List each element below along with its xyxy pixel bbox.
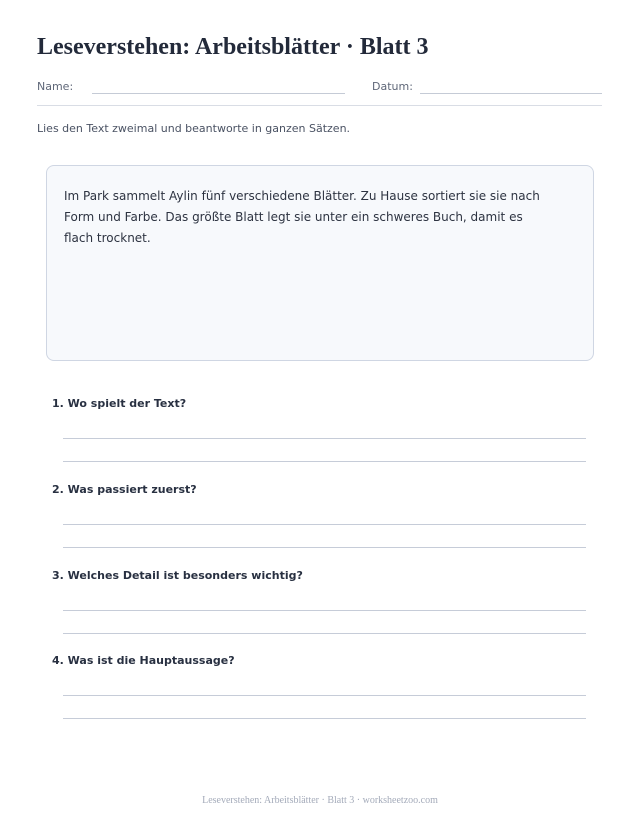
question-2 — [52, 483, 586, 563]
question-label: 2. Was passiert zuerst? — [52, 483, 197, 496]
instruction-text: Lies den Text zweimal und beantworte in ganzen Sätzen. — [37, 122, 351, 135]
answer-line[interactable] — [63, 547, 586, 548]
answer-line[interactable] — [63, 438, 586, 439]
date-field[interactable] — [420, 93, 602, 94]
name-date-row — [37, 80, 602, 100]
footer-text: Leseverstehen: Arbeitsblätter · Blatt 3 · worksheetzoo.com — [202, 795, 438, 806]
name-label: Name: — [37, 80, 74, 93]
answer-line[interactable] — [63, 524, 586, 525]
answer-line[interactable] — [63, 461, 586, 462]
reading-passage: Im Park sammelt Aylin fünf verschiedene Blätter. Zu Hause sortiert sie sie nach Form und Farbe. Das größte Blatt legt sie unter ein schweres Buch, damit es flach trocknet. — [64, 189, 540, 245]
answer-line[interactable] — [63, 633, 586, 634]
question-3 — [52, 569, 586, 649]
reading-passage-box — [46, 165, 594, 361]
answer-line[interactable] — [63, 610, 586, 611]
question-1 — [52, 397, 586, 477]
answer-line[interactable] — [63, 718, 586, 719]
date-label: Datum: — [372, 80, 413, 93]
question-label: 1. Wo spielt der Text? — [52, 397, 187, 410]
header-divider — [37, 105, 602, 106]
name-field[interactable] — [92, 93, 345, 94]
answer-line[interactable] — [63, 695, 586, 696]
question-label: 4. Was ist die Hauptaussage? — [52, 654, 235, 667]
question-4 — [52, 654, 586, 734]
question-label: 3. Welches Detail ist besonders wichtig? — [52, 569, 303, 582]
page-title: Leseverstehen: Arbeitsblätter · Blatt 3 — [37, 34, 429, 60]
